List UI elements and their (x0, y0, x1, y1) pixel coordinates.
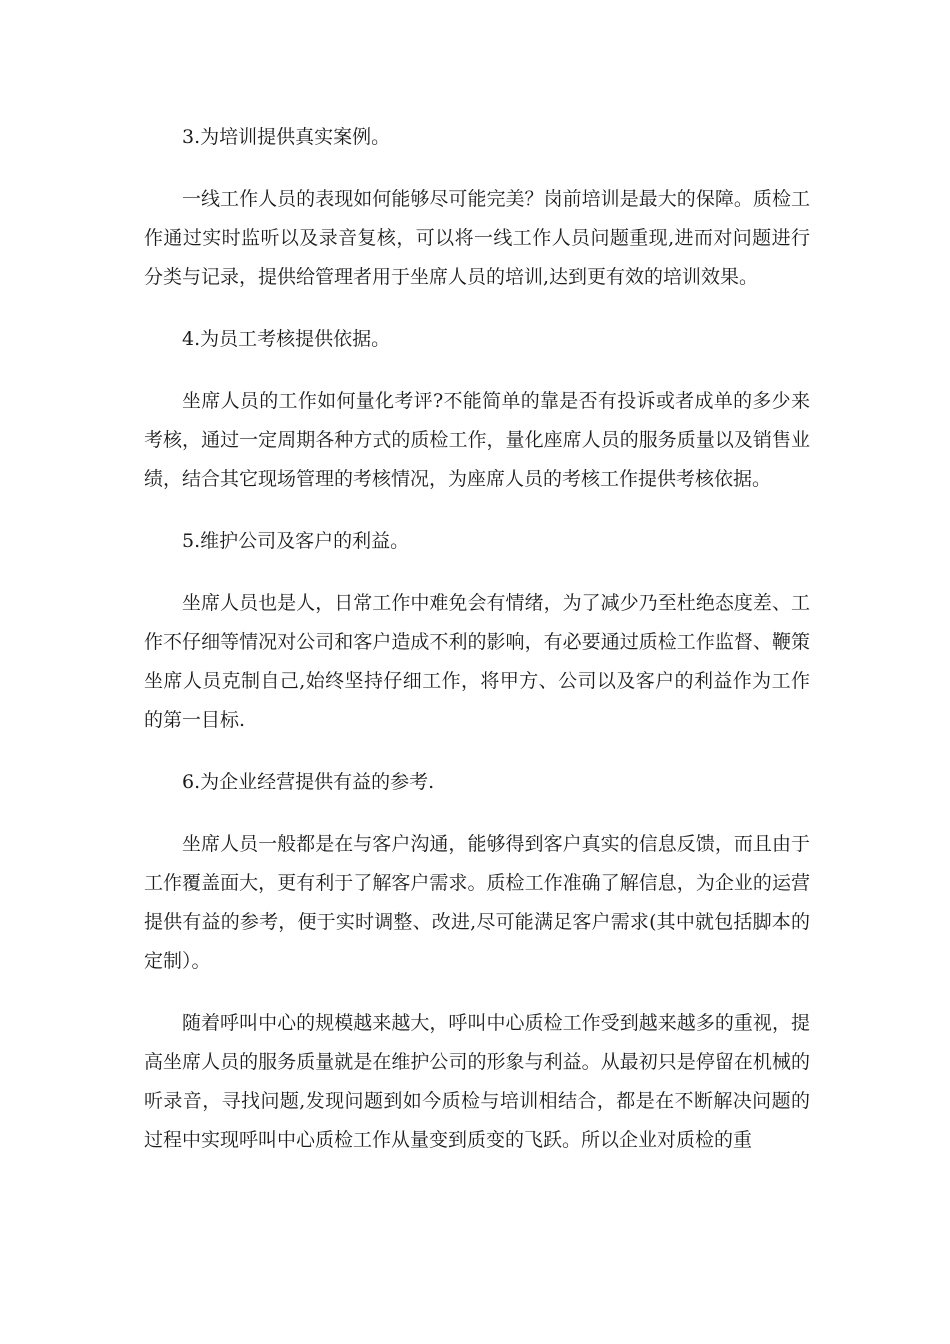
paragraph-assessment: 坐席人员的工作如何量化考评?不能简单的靠是否有投诉或者成单的多少来考核，通过一定周期各种方式的质检工作，量化座席人员的服务质量以及销售业绩，结合其它现场管理的考核情况，为座席人员的考核工作提供考核依据。 (144, 390, 810, 490)
section-heading-4: 4.为员工考核提供依据。 (182, 328, 391, 350)
paragraph-interests: 坐席人员也是人，日常工作中难免会有情绪，为了减少乃至杜绝态度差、工作不仔细等情况对公司和客户造成不利的影响，有必要通过质检工作监督、鞭策坐席人员克制自己,始终坚持仔细工作，将甲方、公司以及客户的利益作为工作的第一目标. (144, 592, 810, 731)
paragraph-training: 一线工作人员的表现如何能够尽可能完美？岗前培训是最大的保障。质检工作通过实时监听以及录音复核，可以将一线工作人员问题重现,进而对问题进行分类与记录，提供给管理者用于坐席人员的培训,达到更有效的培训效果。 (144, 188, 810, 288)
section-heading-3: 3.为培训提供真实案例。 (182, 126, 391, 148)
paragraph-conclusion: 随着呼叫中心的规模越来越大，呼叫中心质检工作受到越来越多的重视，提高坐席人员的服务质量就是在维护公司的形象与利益。从最初只是停留在机械的听录音，寻找问题,发现问题到如今质检与培训相结合，都是在不断解决问题的过程中实现呼叫中心质检工作从量变到质变的飞跃。所以企业对质检的重 (144, 1012, 810, 1151)
section-heading-6: 6.为企业经营提供有益的参考. (182, 771, 435, 793)
paragraph-business-reference: 坐席人员一般都是在与客户沟通，能够得到客户真实的信息反馈，而且由于工作覆盖面大，更有利于了解客户需求。质检工作准确了解信息，为企业的运营提供有益的参考，便于实时调整、改进,尽可能满足客户需求(其中就包括脚本的定制）。 (144, 833, 810, 972)
section-heading-5: 5.维护公司及客户的利益。 (182, 530, 410, 552)
document-body (144, 118, 810, 1183)
